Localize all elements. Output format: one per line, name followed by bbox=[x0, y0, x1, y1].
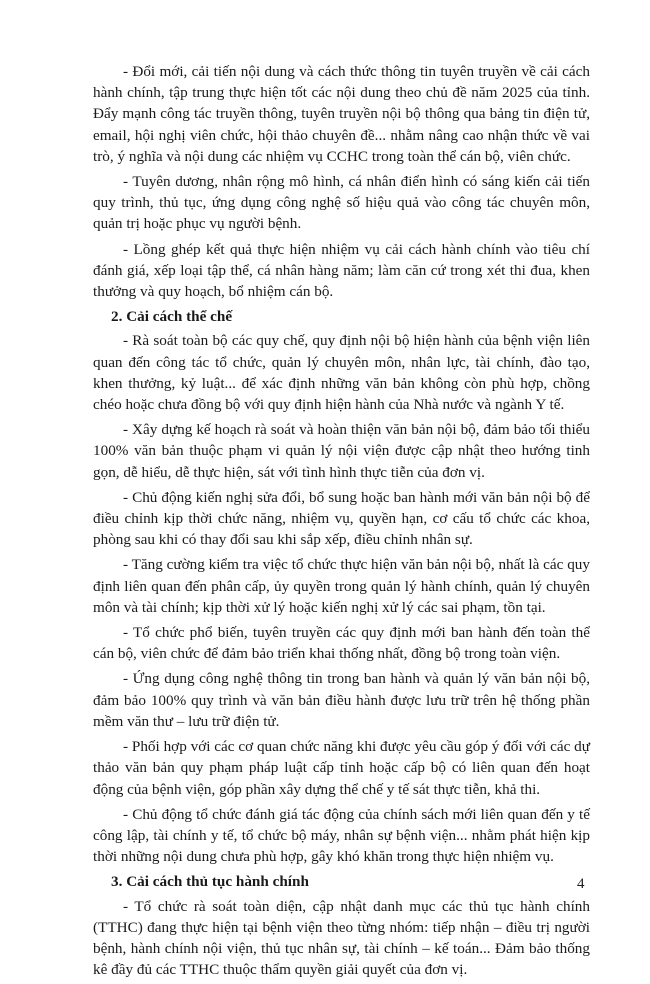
section-heading: 2. Cải cách thể chế bbox=[111, 308, 233, 326]
paragraph: - Tăng cường kiểm tra việc tổ chức thực hiện văn bản nội bộ, nhất là các quy định liên quan đến phân cấp, ủy quyền trong quản lý hành chính, quản lý chuyên môn và tài chính; kịp thời xử lý hoặc kiến nghị xử lý các sai phạm, tồn tại. bbox=[93, 556, 590, 616]
page-number: 4 bbox=[577, 876, 585, 892]
paragraph: - Lồng ghép kết quả thực hiện nhiệm vụ cải cách hành chính vào tiêu chí đánh giá, xếp loại tập thể, cá nhân hàng năm; làm căn cứ trong xét thi đua, khen thưởng và quy hoạch, bổ nhiệm cán bộ. bbox=[93, 240, 590, 301]
paragraph: - Phối hợp với các cơ quan chức năng khi được yêu cầu góp ý đối với các dự thảo văn bản quy phạm pháp luật cấp tỉnh hoặc cấp bộ có liên quan đến hoạt động của bệnh viện, góp phần xây dựng thể chế y tế sát thực tiễn, khả thi. bbox=[93, 738, 590, 798]
document-body bbox=[93, 61, 590, 984]
paragraph: - Ứng dụng công nghệ thông tin trong ban hành và quản lý văn bản nội bộ, đảm bảo 100% quy trình và văn bản điều hành được lưu trữ trên hệ thống phần mềm văn thư – lưu trữ điện tử. bbox=[93, 670, 590, 730]
section-heading: 3. Cải cách thủ tục hành chính bbox=[111, 873, 309, 891]
paragraph: - Đổi mới, cải tiến nội dung và cách thức thông tin tuyên truyền về cải cách hành chính, tập trung thực hiện tốt các nội dung theo chủ đề năm 2025 của tỉnh. Đẩy mạnh công tác truyền thông, tuyên truyền nội bộ thông qua bảng tin điện tử, email, hội nghị viên chức, hội thảo chuyên đề... nhằm nâng cao nhận thức về vai trò, ý nghĩa và nội dung các nhiệm vụ CCHC trong toàn thể cán bộ, viên chức. bbox=[93, 63, 590, 165]
paragraph: - Chủ động kiến nghị sửa đổi, bổ sung hoặc ban hành mới văn bản nội bộ để điều chỉnh kịp thời chức năng, nhiệm vụ, quyền hạn, cơ cấu tổ chức các khoa, phòng sau khi có thay đổi sau khi sắp xếp, điều chỉnh nhân sự. bbox=[93, 488, 590, 549]
paragraph: - Tổ chức rà soát toàn diện, cập nhật danh mục các thủ tục hành chính (TTHC) đang thực hiện tại bệnh viện theo từng nhóm: tiếp nhận – điều trị người bệnh, hành chính nội viện, thủ tục nhân sự, tài chính – kế toán... Đảm bảo thống kê đầy đủ các TTHC thuộc thẩm quyền giải quyết của đơn vị. bbox=[93, 897, 590, 979]
paragraph: - Rà soát toàn bộ các quy chế, quy định nội bộ hiện hành của bệnh viện liên quan đến công tác tổ chức, quản lý chuyên môn, nhân lực, tài chính, đào tạo, khen thưởng, kỷ luật... để xác định những văn bản không còn phù hợp, chồng chéo hoặc chưa đồng bộ với quy định hiện hành của Nhà nước và ngành Y tế. bbox=[93, 332, 590, 414]
paragraph: - Xây dựng kế hoạch rà soát và hoàn thiện văn bản nội bộ, đảm bảo tối thiểu 100% văn bản thuộc phạm vi quản lý nội viện được cập nhật theo hướng tinh gọn, dễ hiểu, dễ thực hiện, sát với tình hình thực tiễn của đơn vị. bbox=[93, 421, 590, 481]
paragraph: - Tổ chức phổ biến, tuyên truyền các quy định mới ban hành đến toàn thể cán bộ, viên chức để đảm bảo triển khai thống nhất, đồng bộ trong toàn viện. bbox=[93, 624, 590, 663]
paragraph: - Tuyên dương, nhân rộng mô hình, cá nhân điển hình có sáng kiến cải tiến quy trình, thủ tục, ứng dụng công nghệ số hiệu quả vào công tác chuyên môn, quản trị hoặc phục vụ người bệnh. bbox=[93, 173, 590, 233]
paragraph: - Chủ động tổ chức đánh giá tác động của chính sách mới liên quan đến y tế công lập, tài chính y tế, tổ chức bộ máy, nhân sự bệnh viện... nhằm phát hiện kịp thời những nội dung chưa phù hợp, gây khó khăn trong thực hiện nhiệm vụ. bbox=[93, 805, 590, 866]
